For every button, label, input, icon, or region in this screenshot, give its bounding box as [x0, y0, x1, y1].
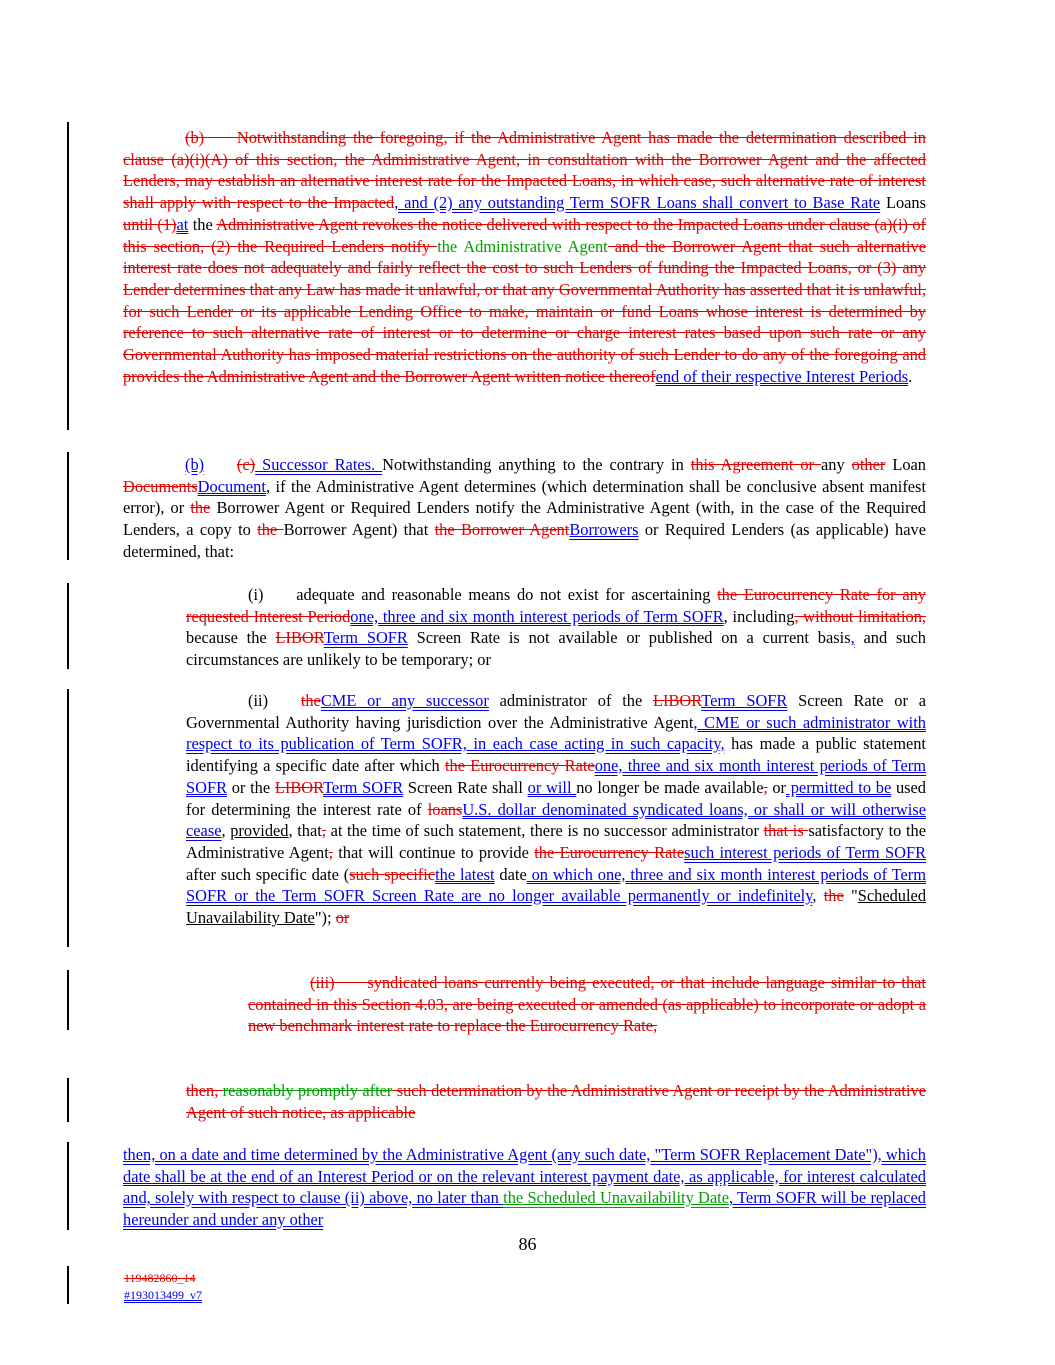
deleted-text: LIBOR: [653, 691, 702, 710]
text-run: , that: [288, 821, 322, 841]
inserted-text: Term SOFR: [701, 691, 788, 710]
inserted-text: permitted to be: [786, 777, 892, 797]
change-bar: [67, 1078, 69, 1122]
text-run: administrator of the: [488, 691, 654, 710]
text-run: date: [494, 864, 527, 884]
moved-deleted-text: reasonably promptly after: [222, 1081, 393, 1100]
text-run: (ii): [248, 691, 301, 710]
text-run: Screen Rate is not available or published on a current basis: [407, 628, 851, 648]
deleted-text: the Eurocurrency Rate: [444, 756, 595, 776]
change-bar: [67, 122, 69, 430]
inserted-text: ,: [850, 628, 855, 648]
deleted-text: , without limitation,: [794, 606, 926, 626]
text-run: or the: [227, 777, 275, 797]
deleted-text: ,: [321, 821, 326, 841]
text-run: satisfactory to the Administrative Agent: [186, 821, 926, 862]
deleted-text: Administrative Agent revokes the notice delivered with respect to the Impacted Loans under clause (a)(i) of this section, (2) the Required Lenders notify: [123, 214, 926, 256]
inserted-text: , CME or such administrator with respect to its publication of Term SOFR, in each case acting in such capacity,: [186, 712, 926, 754]
inserted-text: Term SOFR: [323, 628, 408, 648]
deleted-text: LIBOR: [275, 628, 324, 648]
text-run: [204, 455, 237, 474]
inserted-text: such interest periods of Term SOFR: [684, 842, 926, 862]
paragraph-successor-rates: [123, 454, 926, 563]
text-run: Borrower Agent) that: [283, 520, 435, 540]
paragraph-term-sofr-replacement: [123, 1144, 926, 1231]
deleted-text: loans: [427, 799, 463, 819]
text-run: or Required Lenders (as applicable) have determined, that:: [123, 520, 927, 561]
deleted-text: the: [823, 886, 844, 906]
text-run: , if the Administrative Agent determines (which determination shall be conclusive absent manifest error), or: [123, 476, 926, 518]
text-run: Notwithstanding anything to the contrary in: [382, 455, 691, 474]
inserted-text: (b): [185, 455, 205, 474]
text-run: Loans: [880, 193, 927, 213]
text-run: ,: [812, 886, 824, 906]
old-document-id: 119482860_14: [124, 1271, 196, 1285]
inserted-text: on which one, three and six month interest periods of Term SOFR or the Term SOFR Screen Rate are no longer available permanently or indefinitely: [186, 864, 926, 906]
text-run: ,: [221, 821, 231, 841]
deleted-text: that is: [763, 821, 809, 841]
deleted-text: the Eurocurrency Rate: [534, 842, 685, 862]
page-number: 86: [518, 1234, 537, 1254]
deleted-text: (iii) syndicated loans currently being executed, or that include language similar to that contained in this Section 4.03, are being executed or amended (as applicable) to incorporate or adopt a new benchmark interest rate to replace the Eurocurrency Rate,: [248, 973, 926, 1036]
text-run: Screen Rate shall: [403, 777, 528, 797]
text-run: the: [188, 214, 217, 234]
deleted-text: LIBOR: [274, 777, 324, 797]
text-run: any: [821, 455, 852, 474]
deleted-text: the: [300, 691, 321, 710]
inserted-text: , Term SOFR will be replaced hereunder and under any other: [123, 1188, 926, 1230]
change-bar: [67, 1266, 69, 1304]
deleted-text: (b) Notwithstanding the foregoing, if the Administrative Agent has made the determination described in clause (a)(i)(A) of this section, the Administrative Agent, in consultation with the Borrower Agent and the affected Lenders, may establish an alternative interest rate for the Impacted Loans, in which case, such alternative rate of interest shall apply with respect to the Impacted: [123, 128, 926, 213]
underlined-term: Scheduled Unavailability Date: [186, 886, 927, 928]
deleted-text: the Eurocurrency Rate for any requested Interest Period: [186, 585, 927, 626]
inserted-text: end of their respective Interest Periods: [655, 366, 909, 386]
inserted-text: one, three and six month interest periods of Term SOFR: [186, 756, 926, 797]
text-run: at the time of such statement, there is no successor administrator: [325, 821, 764, 841]
paragraph-then-deleted: [186, 1080, 926, 1123]
deleted-text: the Borrower Agent: [434, 520, 570, 540]
change-bar: [67, 689, 69, 947]
text-run: Loan: [885, 455, 927, 474]
text-run: (i) adequate and reasonable means do not exist for ascertaining: [248, 585, 718, 604]
text-run: Borrower Agent or Required Lenders notify the Administrative Agent (with, in the case of the Required Lenders, a copy to: [123, 498, 927, 540]
moved-inserted-text: the Scheduled Unavailability Date: [503, 1188, 729, 1208]
deleted-text: or: [335, 908, 350, 928]
text-run: used for determining the interest rate of: [186, 777, 926, 819]
text-run: no longer be made available: [576, 777, 764, 797]
deleted-text: until (1): [123, 214, 177, 234]
deleted-text: such specific: [349, 864, 436, 884]
deleted-text: Documents: [123, 476, 198, 496]
moved-text: the Administrative Agent: [437, 236, 608, 256]
clause-iii: [248, 972, 926, 1037]
inserted-text: at: [176, 214, 189, 234]
text-run: Screen Rate or a Governmental Authority having jurisdiction over the Administrative Agent: [186, 691, 927, 732]
inserted-text: then, on a date and time determined by the Administrative Agent (any such date, "Term SOFR Replacement Date"), which date shall be at the end of an Interest Period or on the relevant interest payment date, as applicable, for interest calculated and, solely with respect to clause (ii) above, no later than: [123, 1145, 926, 1208]
text-run: , including: [723, 606, 795, 626]
change-bar: [67, 1142, 69, 1230]
deleted-text: other: [851, 455, 886, 474]
text-run: and such circumstances are unlikely to be temporary; or: [186, 628, 927, 670]
deleted-text: this Agreement or: [690, 455, 821, 474]
inserted-text: or will: [527, 777, 577, 797]
deleted-text: ,: [763, 777, 768, 797]
new-document-id: #193013499_v7: [124, 1288, 202, 1302]
deleted-text: such determination by the Administrative Agent or receipt by the Administrative Agent of such notice, as applicable: [186, 1081, 926, 1122]
text-run: or: [767, 777, 787, 797]
inserted-text: Successor Rates.: [255, 455, 383, 474]
deleted-text: the: [190, 498, 211, 518]
text-run: has made a public statement identifying a specific date after which: [186, 734, 926, 776]
text-run: .: [908, 366, 913, 386]
deleted-text: then,: [186, 1081, 223, 1100]
change-bar: [67, 970, 69, 1030]
inserted-text: Document: [197, 476, 266, 496]
text-run: ": [843, 886, 858, 906]
change-bar: [67, 452, 69, 560]
inserted-text: U.S. dollar denominated syndicated loans, or shall or will otherwise cease: [186, 799, 926, 841]
text-run: that will continue to provide: [332, 842, 535, 862]
deleted-text: (c): [236, 455, 256, 474]
deleted-text: ,: [328, 842, 333, 862]
inserted-text: Term SOFR: [323, 777, 404, 797]
inserted-text: CME or any successor: [320, 691, 489, 710]
underlined-term: provided: [230, 821, 289, 841]
clause-i: [186, 584, 926, 671]
clause-ii: [186, 690, 926, 929]
inserted-text: Borrowers: [569, 520, 639, 540]
deleted-text: and the Borrower Agent that such alternative interest rate does not adequately and fairly reflect the cost to such Lenders of funding the Impacted Loans, or (3) any Lender determines that any Law has made it unlawful, or that any Governmental Authority has asserted that it is unlawful, for such Lender or its applicable Lending Office to make, maintain or fund Loans whose interest is determined by reference to such alternative rate of interest or to determine or charge interest rates based upon such rate or any Governmental Authority has imposed material restrictions on the authority of such Lender to do any of the foregoing and provides the Administrative Agent and the Borrower Agent written notice thereof: [123, 236, 926, 386]
paragraph-notwithstanding-foregoing: [123, 127, 926, 387]
change-bar: [67, 583, 69, 669]
deleted-text: the: [257, 520, 284, 540]
inserted-text: , and (2) any outstanding Term SOFR Loans shall convert to Base Rate: [394, 193, 881, 213]
text-run: after such specific date (: [186, 864, 350, 884]
text-run: because the: [186, 628, 276, 648]
inserted-text: the latest: [435, 864, 495, 884]
inserted-text: one, three and six month interest periods of Term SOFR: [350, 606, 724, 626]
text-run: ");: [314, 908, 336, 928]
